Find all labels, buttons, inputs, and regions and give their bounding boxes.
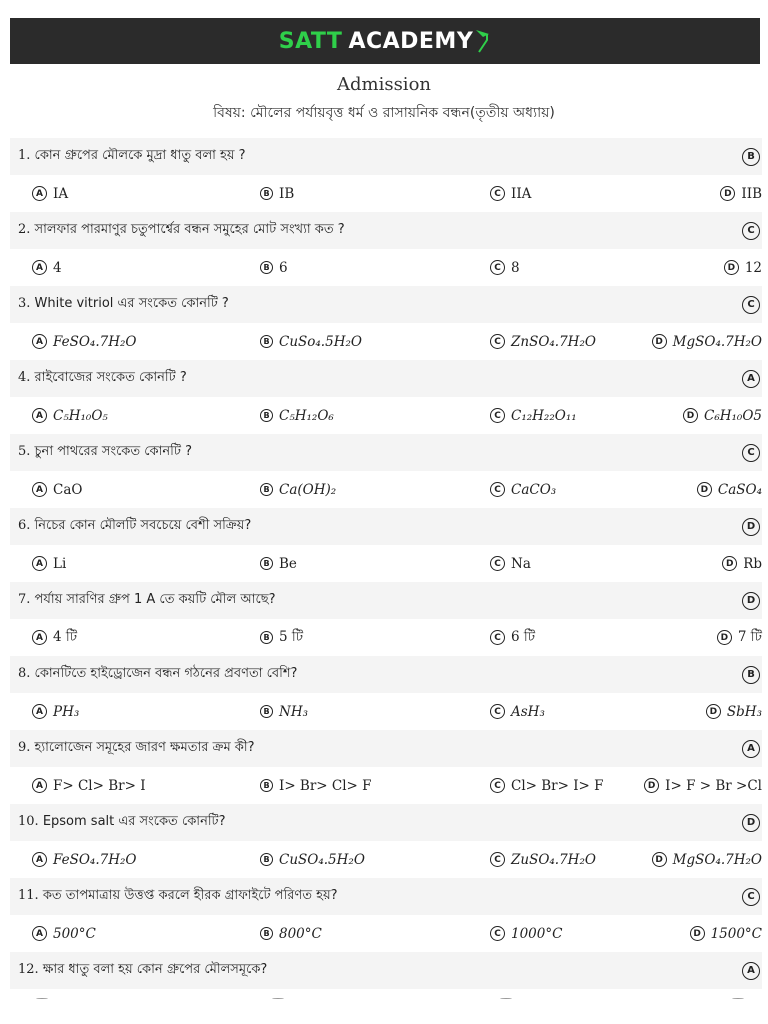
option-letter-circle: C [490,482,505,497]
option-letter-circle: B [260,631,273,644]
options-row [10,397,762,434]
option-text: FeSO₄.7H₂O [53,333,137,350]
option-letter-circle: C [490,778,505,793]
answer-badge: A [742,370,760,388]
header-bar [10,18,760,64]
option-letter-circle: D [722,556,737,571]
option-letter-circle: B [260,409,273,422]
question-1 [10,138,762,212]
option-letter-circle: B [260,705,273,718]
option-letter-circle: C [490,334,505,349]
question-stem [10,434,762,471]
answer-badge: D [742,592,760,610]
option-letter-circle: D [720,186,735,201]
answer-badge: A [742,962,760,980]
option-b[interactable] [260,471,336,508]
question-number: 3. [18,296,35,311]
option-text: 6 [279,259,288,276]
option-text: CaSO₄ [717,481,762,498]
option-c[interactable] [490,915,562,952]
option-letter-circle: A [32,704,47,719]
question-stem [10,212,762,249]
option-text: C₅H₁₂O₆ [279,407,334,424]
question-text [18,812,226,833]
option-text: Be [279,555,297,572]
options-row [10,767,762,804]
option-letter-circle: B [260,187,273,200]
option-c[interactable] [490,249,520,286]
question-body: হ্যালোজেন সমূহের জারণ ক্ষমতার ক্রম কী? [34,740,255,755]
question-body: কোন গ্রুপের মৌলকে মুদ্রা ধাতু বলা হয় ? [34,148,246,163]
option-text: 500°C [53,925,96,942]
option-text: C₆H₁₀O5 [704,407,762,424]
option-c[interactable] [490,619,535,656]
option-text: 7 টি [737,629,762,645]
question-stem [10,656,762,693]
question-4 [10,360,762,434]
question-body: ক্ষার ধাতু বলা হয় কোন গ্রুপের মৌলসমূকে? [42,962,268,977]
question-text [18,368,187,389]
option-letter-circle: D [724,260,739,275]
option-c[interactable] [490,545,531,582]
option-letter-circle: A [32,852,47,867]
option-d[interactable] [717,619,762,656]
option-d[interactable] [652,841,762,878]
question-text [18,294,229,315]
option-letter-circle: B [260,779,273,792]
option-b[interactable] [260,915,322,952]
option-c[interactable] [490,471,556,508]
option-b[interactable] [260,693,308,730]
page-subtitle: বিষয়: মৌলের পর্যায়বৃত্ত ধর্ম ও রাসায়নিক বন্ধন(তৃতীয় অধ্যায়) [213,105,555,121]
option-b[interactable] [260,767,372,804]
option-letter-circle: C [490,630,505,645]
answer-badge: C [742,888,760,906]
question-number: 9. [18,740,35,755]
option-text: ZuSO₄.7H₂O [511,851,596,868]
option-text: Li [53,555,67,572]
question-body: কত তাপমাত্রায় উত্তপ্ত করলে হীরক গ্রাফাইটে পরিণত হয়? [42,888,338,903]
answer-badge: B [742,666,760,684]
option-letter-circle: D [690,926,705,941]
options-row [10,323,762,360]
question-number: 5. [18,444,35,459]
option-c[interactable] [490,693,545,730]
option-text: Cl> Br> I> F [511,777,604,794]
option-text: CaO [53,481,83,498]
option-text: IIA [511,185,532,202]
option-text: I> Br> Cl> F [279,777,372,794]
question-6 [10,508,762,582]
option-d[interactable] [652,323,762,360]
question-stem [10,286,762,323]
question-number: 11. [18,888,43,903]
question-stem [10,804,762,841]
option-letter-circle: C [490,926,505,941]
option-text: IB [279,185,295,202]
question-number: 6. [18,518,35,533]
option-letter-circle: D [652,334,667,349]
page-title: Admission [336,74,431,95]
option-text: 1500°C [710,925,762,942]
option-letter-circle: C [490,704,505,719]
question-number: 1. [18,148,35,163]
option-text: Ca(OH)₂ [279,481,337,498]
option-text: SbH₃ [726,703,762,720]
question-stem [10,582,762,619]
option-letter-circle: A [32,926,47,941]
option-letter-circle: A [32,630,47,645]
option-c[interactable] [490,397,577,434]
option-text: NH₃ [279,703,308,720]
question-stem [10,360,762,397]
option-letter-circle: A [32,260,47,275]
option-letter-circle: A [32,482,47,497]
option-letter-circle: C [490,260,505,275]
option-d[interactable] [644,767,762,804]
option-a[interactable] [32,471,82,508]
option-letter-circle: B [260,483,273,496]
answer-badge: C [742,296,760,314]
option-text: MgSO₄.7H₂O [672,333,762,350]
option-text: 8 [511,259,520,276]
options-row [10,249,762,286]
option-letter-circle: A [32,556,47,571]
options-row [10,471,762,508]
option-d[interactable] [706,693,762,730]
question-body: নিচের কোন মৌলটি সবচেয়ে বেশী সক্রিয়? [34,518,252,533]
option-a[interactable] [32,323,136,360]
question-body: সালফার পারমাণুর চতুপার্শ্বের বন্ধন সমুহের মোট সংখ্যা কত ? [34,222,345,237]
option-a[interactable] [32,693,79,730]
question-body: Epsom salt এর সংকেত কোনটি? [42,814,226,829]
question-12 [10,952,762,1024]
options-row [10,841,762,878]
option-d[interactable] [683,397,762,434]
option-text: 1000°C [511,925,563,942]
option-letter-circle: C [490,556,505,571]
options-row [10,693,762,730]
option-letter-circle: A [32,334,47,349]
answer-badge: C [742,444,760,462]
question-stem [10,878,762,915]
option-text: I> F > Br >Cl [665,777,762,794]
question-8 [10,656,762,730]
option-text: IA [53,185,69,202]
options-row [10,915,762,952]
option-letter-circle: C [490,186,505,201]
option-a[interactable] [32,915,96,952]
option-text: FeSO₄.7H₂O [53,851,137,868]
logo-satt: SATT [278,28,343,54]
options-row [10,545,762,582]
question-text [18,664,297,685]
question-text [18,960,267,981]
option-text: 5 টি [279,629,304,645]
option-a[interactable] [32,397,108,434]
question-number: 7. [18,592,35,607]
option-c[interactable] [490,767,604,804]
option-b[interactable] [260,397,334,434]
option-letter-circle: D [717,630,732,645]
option-text: Rb [743,555,762,572]
question-body: White vitriol এর সংকেত কোনটি ? [34,296,229,311]
question-stem [10,138,762,175]
option-c[interactable] [490,175,531,212]
option-letter-circle: D [644,778,659,793]
option-a[interactable] [32,175,68,212]
option-c[interactable] [490,323,596,360]
option-letter-circle: D [697,482,712,497]
option-text: F> Cl> Br> I [53,777,146,794]
option-letter-circle: C [490,852,505,867]
option-letter-circle: A [32,778,47,793]
question-stem [10,952,762,989]
question-text [18,146,246,167]
option-letter-circle: B [260,261,273,274]
question-number: 10. [18,814,43,829]
option-letter-circle: D [652,852,667,867]
question-text [18,516,251,537]
option-letter-circle: A [32,408,47,423]
cutoff-options-row [10,998,762,1002]
question-text [18,442,192,463]
question-body: পর্যায় সারণির গ্রুপ 1 A তে কয়টি মৌল আছে? [34,592,276,607]
option-b[interactable] [260,619,303,656]
answer-badge: A [742,740,760,758]
option-d[interactable] [724,249,762,286]
option-letter-circle: B [260,853,273,866]
question-stem [10,508,762,545]
satt-academy-logo [279,28,492,54]
option-text: 800°C [279,925,322,942]
option-text: ZnSO₄.7H₂O [511,333,596,350]
option-letter-circle: A [32,186,47,201]
option-text: PH₃ [53,703,80,720]
option-b[interactable] [260,545,297,582]
question-3 [10,286,762,360]
option-c[interactable] [490,841,596,878]
option-letter-circle: B [260,927,273,940]
question-7 [10,582,762,656]
option-text: CaCO₃ [511,481,557,498]
option-d[interactable] [690,915,762,952]
options-row [10,619,762,656]
question-text [18,590,275,611]
question-5 [10,434,762,508]
option-a[interactable] [32,767,146,804]
option-letter-circle: B [260,335,273,348]
option-text: AsH₃ [511,703,545,720]
option-d[interactable] [722,545,762,582]
option-letter-circle: D [706,704,721,719]
question-number: 2. [18,222,35,237]
option-b[interactable] [260,323,362,360]
options-row [10,175,762,212]
question-number: 8. [18,666,35,681]
answer-badge: D [742,518,760,536]
question-text [18,886,338,907]
question-stem [10,730,762,767]
option-d[interactable] [720,175,762,212]
answer-badge: B [742,148,760,166]
question-body: কোনটিতে হাইড্রোজেন বন্ধন গঠনের প্রবণতা বেশি? [34,666,298,681]
option-text: C₅H₁₀O₅ [53,407,108,424]
option-a[interactable] [32,545,66,582]
option-text: 4 টি [53,629,78,645]
option-d[interactable] [697,471,762,508]
option-text: CuSO₄.5H₂O [279,851,365,868]
answer-badge: C [742,222,760,240]
option-a[interactable] [32,249,62,286]
option-text: C₁₂H₂₂O₁₁ [511,407,577,424]
question-list [10,138,762,1024]
option-a[interactable] [32,841,136,878]
option-a[interactable] [32,619,77,656]
option-text: MgSO₄.7H₂O [672,851,762,868]
option-text: Na [511,555,531,572]
option-letter-circle: D [683,408,698,423]
question-number: 4. [18,370,35,385]
question-body: রাইবোজের সংকেত কোনটি ? [34,370,187,385]
question-10 [10,804,762,878]
option-b[interactable] [260,249,288,286]
option-letter-circle: B [260,557,273,570]
question-text [18,738,255,759]
option-text: 6 টি [511,629,536,645]
option-text: CuSo₄.5H₂O [279,333,362,350]
question-11 [10,878,762,952]
graduation-cap-icon [475,28,491,54]
option-b[interactable] [260,175,294,212]
option-text: 4 [53,259,62,276]
option-b[interactable] [260,841,365,878]
logo-academy: ACADEMY [348,28,474,54]
question-text [18,220,345,241]
option-text: 12 [744,259,762,276]
option-text: IIB [741,185,762,202]
answer-badge: D [742,814,760,832]
question-9 [10,730,762,804]
option-letter-circle: C [490,408,505,423]
question-number: 12. [18,962,43,977]
question-2 [10,212,762,286]
question-body: চুনা পাথরের সংকেত কোনটি ? [34,444,193,459]
